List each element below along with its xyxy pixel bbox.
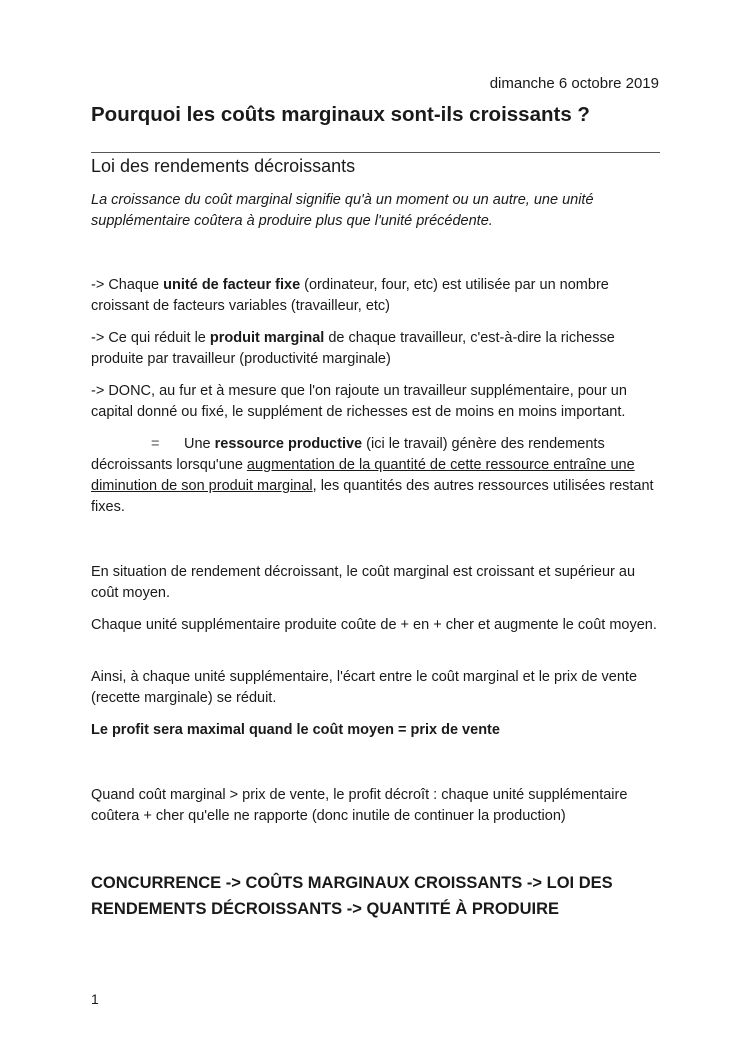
conclusion-heading: CONCURRENCE -> COÛTS MARGINAUX CROISSANTS -> LOI DES RENDEMENTS DÉCROISSANTS -> QUANTITÉ À PRODUIRE: [91, 874, 613, 918]
section-intro: La croissance du coût marginal signifie qu'à un moment ou un autre, une unité supplémentaire coûtera à produire plus que l'unité précédente.: [91, 192, 594, 229]
point-text: (ordinateur, four, etc) est utilisée par un nombre croissant de facteurs variables (travailleur, etc): [91, 277, 609, 314]
point-emphasis: produit marginal: [209, 330, 325, 346]
definition-paragraph: [91, 434, 666, 518]
definition-text: Une: [184, 436, 215, 452]
point-emphasis: unité de facteur fixe: [163, 277, 301, 293]
paragraph-gap: Ainsi, à chaque unité supplémentaire, l'écart entre le coût marginal et le prix de vente (recette marginale) se réduit.: [91, 669, 638, 706]
point-text: de chaque travailleur, c'est-à-dire la richesse produite par travailleur (productivité marginale): [91, 330, 615, 367]
point-marginal-product: [91, 328, 666, 370]
paragraph-decreasing-returns: En situation de rendement décroissant, le coût marginal est croissant et supérieur au coût moyen.: [91, 564, 636, 601]
point-fixed-factor: [91, 275, 666, 317]
definition-underlined: augmentation de la quantité de cette ressource entraîne une diminution de son produit marginal: [91, 457, 635, 494]
point-text: -> Ce qui réduit le: [91, 330, 210, 346]
section-title: Loi des rendements décroissants: [91, 156, 356, 176]
page-title: Pourquoi les coûts marginaux sont-ils croissants ?: [91, 103, 590, 126]
max-profit-text: Le profit sera maximal quand le coût moyen = prix de vente: [91, 722, 500, 738]
paragraph-profit-decrease: Quand coût marginal > prix de vente, le profit décroît : chaque unité supplémentaire coûtera + cher qu'elle ne rapporte (donc inutile de continuer la production): [91, 787, 628, 824]
page-number: 1: [91, 991, 99, 1007]
paragraph-unit-cost: Chaque unité supplémentaire produite coûte de + en + cher et augmente le coût moyen.: [91, 617, 657, 633]
document-date: dimanche 6 octobre 2019: [489, 75, 659, 92]
point-text: -> Chaque: [91, 277, 164, 293]
definition-text: , les quantités des autres ressources utilisées restant fixes.: [91, 478, 654, 515]
definition-emphasis: ressource productive: [214, 436, 363, 452]
title-divider: [91, 152, 660, 153]
definition-text: (ici le travail) génère des rendements décroissants lorsqu'une: [91, 436, 605, 473]
paragraph-max-profit: [91, 720, 666, 741]
equals-symbol: =: [151, 436, 160, 452]
point-conclusion: -> DONC, au fur et à mesure que l'on rajoute un travailleur supplémentaire, pour un capital donné ou fixé, le supplément de richesses est de moins en moins important.: [91, 383, 627, 420]
